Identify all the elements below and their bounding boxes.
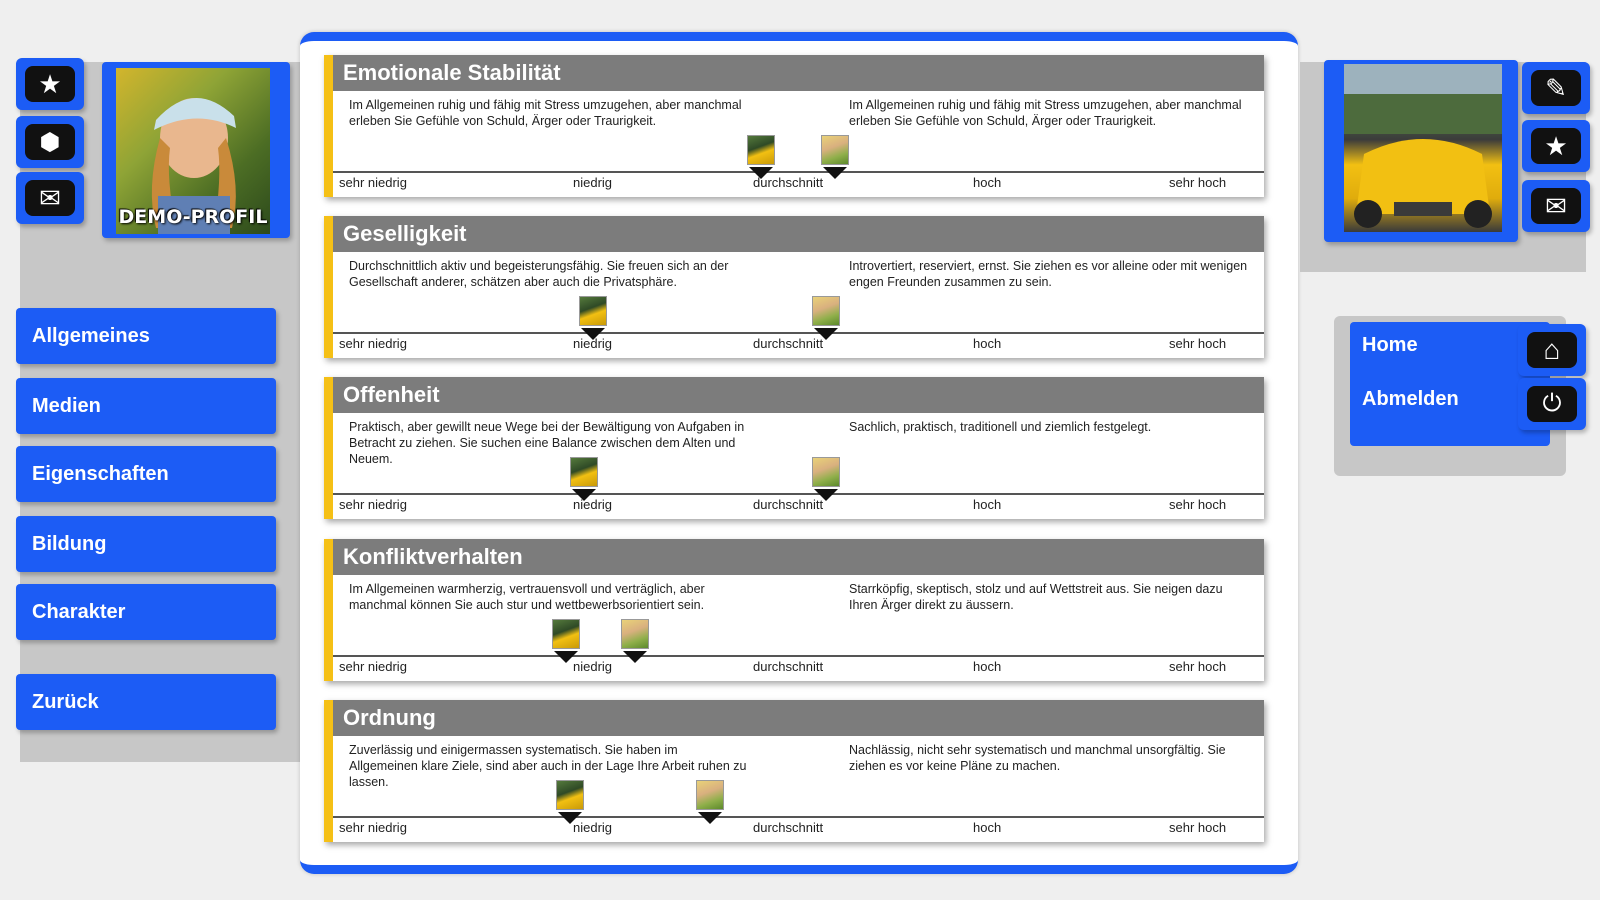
- partner-marker: [577, 296, 609, 342]
- partner-thumbnail: [747, 135, 775, 165]
- scale-label: sehr niedrig: [339, 497, 407, 512]
- pencil-icon: ✎: [1531, 70, 1581, 106]
- scale-label: sehr hoch: [1169, 820, 1227, 835]
- scale-label: durchschnitt: [753, 497, 824, 512]
- trait-description-partner: Nachlässig, nicht sehr systematisch und manchmal unsorgfältig. Sie ziehen es vor keine Pläne zu machen.: [849, 743, 1226, 773]
- logout-button[interactable]: [1518, 378, 1586, 430]
- scale-label: durchschnitt: [753, 820, 824, 835]
- favorite-button[interactable]: [16, 58, 84, 110]
- mail-icon: ✉: [25, 180, 75, 216]
- trait-title: Konfliktverhalten: [333, 539, 1264, 575]
- trait-description-own: Durchschnittlich aktiv und begeisterungsfähig. Sie freuen sich an der Gesellschaft anderer, schätzen aber auch die Privatsphäre.: [349, 259, 729, 289]
- partner-car-image: [1344, 64, 1502, 232]
- trait-section: [324, 216, 1264, 358]
- profile-photo-frame: [102, 62, 290, 238]
- partner-marker: [568, 457, 600, 503]
- partner-marker: [550, 619, 582, 665]
- trait-scale-line: [333, 332, 1264, 334]
- profile-box: [14, 58, 276, 236]
- partner-photo[interactable]: [1344, 64, 1502, 232]
- profile-photo[interactable]: [116, 68, 270, 234]
- scale-label: durchschnitt: [753, 336, 824, 351]
- edit-button[interactable]: [1522, 62, 1590, 114]
- own-marker: [694, 780, 726, 826]
- cube-icon: ⬢: [25, 124, 75, 160]
- own-thumbnail: [812, 457, 840, 487]
- partner-thumbnail: [556, 780, 584, 810]
- message-button[interactable]: [16, 172, 84, 224]
- trait-description-partner: Introvertiert, reserviert, ernst. Sie ziehen es vor alleine oder mit wenigen engen Freunden zusammen zu sein.: [849, 259, 1248, 289]
- scale-label: niedrig: [573, 659, 613, 674]
- own-marker: [819, 135, 851, 181]
- trait-scale-line: [333, 816, 1264, 818]
- mail-icon: ✉: [1531, 188, 1581, 224]
- trait-section: [324, 700, 1264, 842]
- scale-label: hoch: [973, 336, 1002, 351]
- nav-bildung-button[interactable]: Bildung: [16, 516, 276, 572]
- message-partner-button[interactable]: [1522, 180, 1590, 232]
- profile-label: DEMO-PROFIL: [118, 206, 268, 228]
- partner-photo-frame: [1324, 60, 1518, 242]
- trait-section: [324, 55, 1264, 197]
- own-thumbnail: [821, 135, 849, 165]
- trait-description-own: Zuverlässig und einigermassen systematisch. Sie haben im Allgemeinen klare Ziele, sind aber auch in der Lage Ihre Arbeit ruhen zu lassen.: [349, 743, 747, 789]
- marker-pointer-icon: [558, 812, 582, 824]
- logout-link[interactable]: Abmelden: [1362, 388, 1459, 410]
- nav-charakter-button[interactable]: Charakter: [16, 584, 276, 640]
- partner-thumbnail: [570, 457, 598, 487]
- home-icon: ⌂: [1527, 332, 1577, 368]
- partner-thumbnail: [552, 619, 580, 649]
- marker-pointer-icon: [823, 167, 847, 179]
- home-link[interactable]: Home: [1362, 334, 1418, 356]
- home-button[interactable]: [1518, 324, 1586, 376]
- scale-label: sehr hoch: [1169, 336, 1227, 351]
- scale-label: sehr niedrig: [339, 820, 407, 835]
- marker-pointer-icon: [581, 328, 605, 340]
- scale-label: niedrig: [573, 820, 613, 835]
- own-marker: [810, 457, 842, 503]
- scale-label: niedrig: [573, 175, 613, 190]
- nav-eigenschaften-button[interactable]: Eigenschaften: [16, 446, 276, 502]
- scale-label: sehr hoch: [1169, 175, 1227, 190]
- scale-label: hoch: [973, 820, 1002, 835]
- scale-label: sehr niedrig: [339, 659, 407, 674]
- own-thumbnail: [621, 619, 649, 649]
- trait-description-partner: Starrköpfig, skeptisch, stolz und auf Wettstreit aus. Sie neigen dazu Ihren Ärger direkt zu äussern.: [849, 582, 1223, 612]
- marker-pointer-icon: [814, 328, 838, 340]
- marker-pointer-icon: [623, 651, 647, 663]
- trait-section: [324, 377, 1264, 519]
- scale-label: durchschnitt: [753, 175, 824, 190]
- scale-label: niedrig: [573, 497, 613, 512]
- partner-marker: [745, 135, 777, 181]
- marker-pointer-icon: [572, 489, 596, 501]
- scale-label: hoch: [973, 175, 1002, 190]
- trait-title: Geselligkeit: [333, 216, 1264, 252]
- scale-label: durchschnitt: [753, 659, 824, 674]
- trait-description-partner: Sachlich, praktisch, traditionell und ziemlich festgelegt.: [849, 420, 1152, 434]
- marker-pointer-icon: [554, 651, 578, 663]
- scale-label: niedrig: [573, 336, 613, 351]
- trait-description-partner: Im Allgemeinen ruhig und fähig mit Stress umzugehen, aber manchmal erleben Sie Gefühle von Schuld, Ärger oder Traurigkeit.: [849, 98, 1242, 128]
- own-marker: [810, 296, 842, 342]
- back-button[interactable]: Zurück: [16, 674, 276, 730]
- marker-pointer-icon: [749, 167, 773, 179]
- partner-marker: [554, 780, 586, 826]
- scale-label: hoch: [973, 659, 1002, 674]
- nav-allgemeines-button[interactable]: Allgemeines: [16, 308, 276, 364]
- trait-title: Ordnung: [333, 700, 1264, 736]
- star-icon: ★: [1531, 128, 1581, 164]
- trait-description-own: Praktisch, aber gewillt neue Wege bei der Bewältigung von Aufgaben in Betracht zu ziehen. Sie suchen eine Balance zwischen dem Alten und Neuem.: [349, 420, 745, 466]
- scale-label: hoch: [973, 497, 1002, 512]
- trait-section: [324, 539, 1264, 681]
- scale-label: sehr niedrig: [339, 336, 407, 351]
- trait-title: Offenheit: [333, 377, 1264, 413]
- partner-thumbnail: [579, 296, 607, 326]
- trait-description-own: Im Allgemeinen ruhig und fähig mit Stress umzugehen, aber manchmal erleben Sie Gefühle von Schuld, Ärger oder Traurigkeit.: [349, 98, 742, 128]
- own-thumbnail: [696, 780, 724, 810]
- scale-label: sehr hoch: [1169, 659, 1227, 674]
- favorite-partner-button[interactable]: [1522, 120, 1590, 172]
- scale-label: sehr niedrig: [339, 175, 407, 190]
- trait-title: Emotionale Stabilität: [333, 55, 1264, 91]
- own-marker: [619, 619, 651, 665]
- marker-pointer-icon: [698, 812, 722, 824]
- star-icon: ★: [25, 66, 75, 102]
- nav-medien-button[interactable]: Medien: [16, 378, 276, 434]
- power-icon: ⏻: [1527, 386, 1577, 422]
- personality-panel: [300, 32, 1298, 874]
- marker-pointer-icon: [814, 489, 838, 501]
- scale-label: sehr hoch: [1169, 497, 1227, 512]
- own-thumbnail: [812, 296, 840, 326]
- trait-description-own: Im Allgemeinen warmherzig, vertrauensvoll und verträglich, aber manchmal können Sie auch stur und wettbewerbsorientiert sein.: [349, 582, 705, 612]
- trait-scale-line: [333, 171, 1264, 173]
- gift-button[interactable]: [16, 116, 84, 168]
- trait-scale-line: [333, 655, 1264, 657]
- trait-scale-line: [333, 493, 1264, 495]
